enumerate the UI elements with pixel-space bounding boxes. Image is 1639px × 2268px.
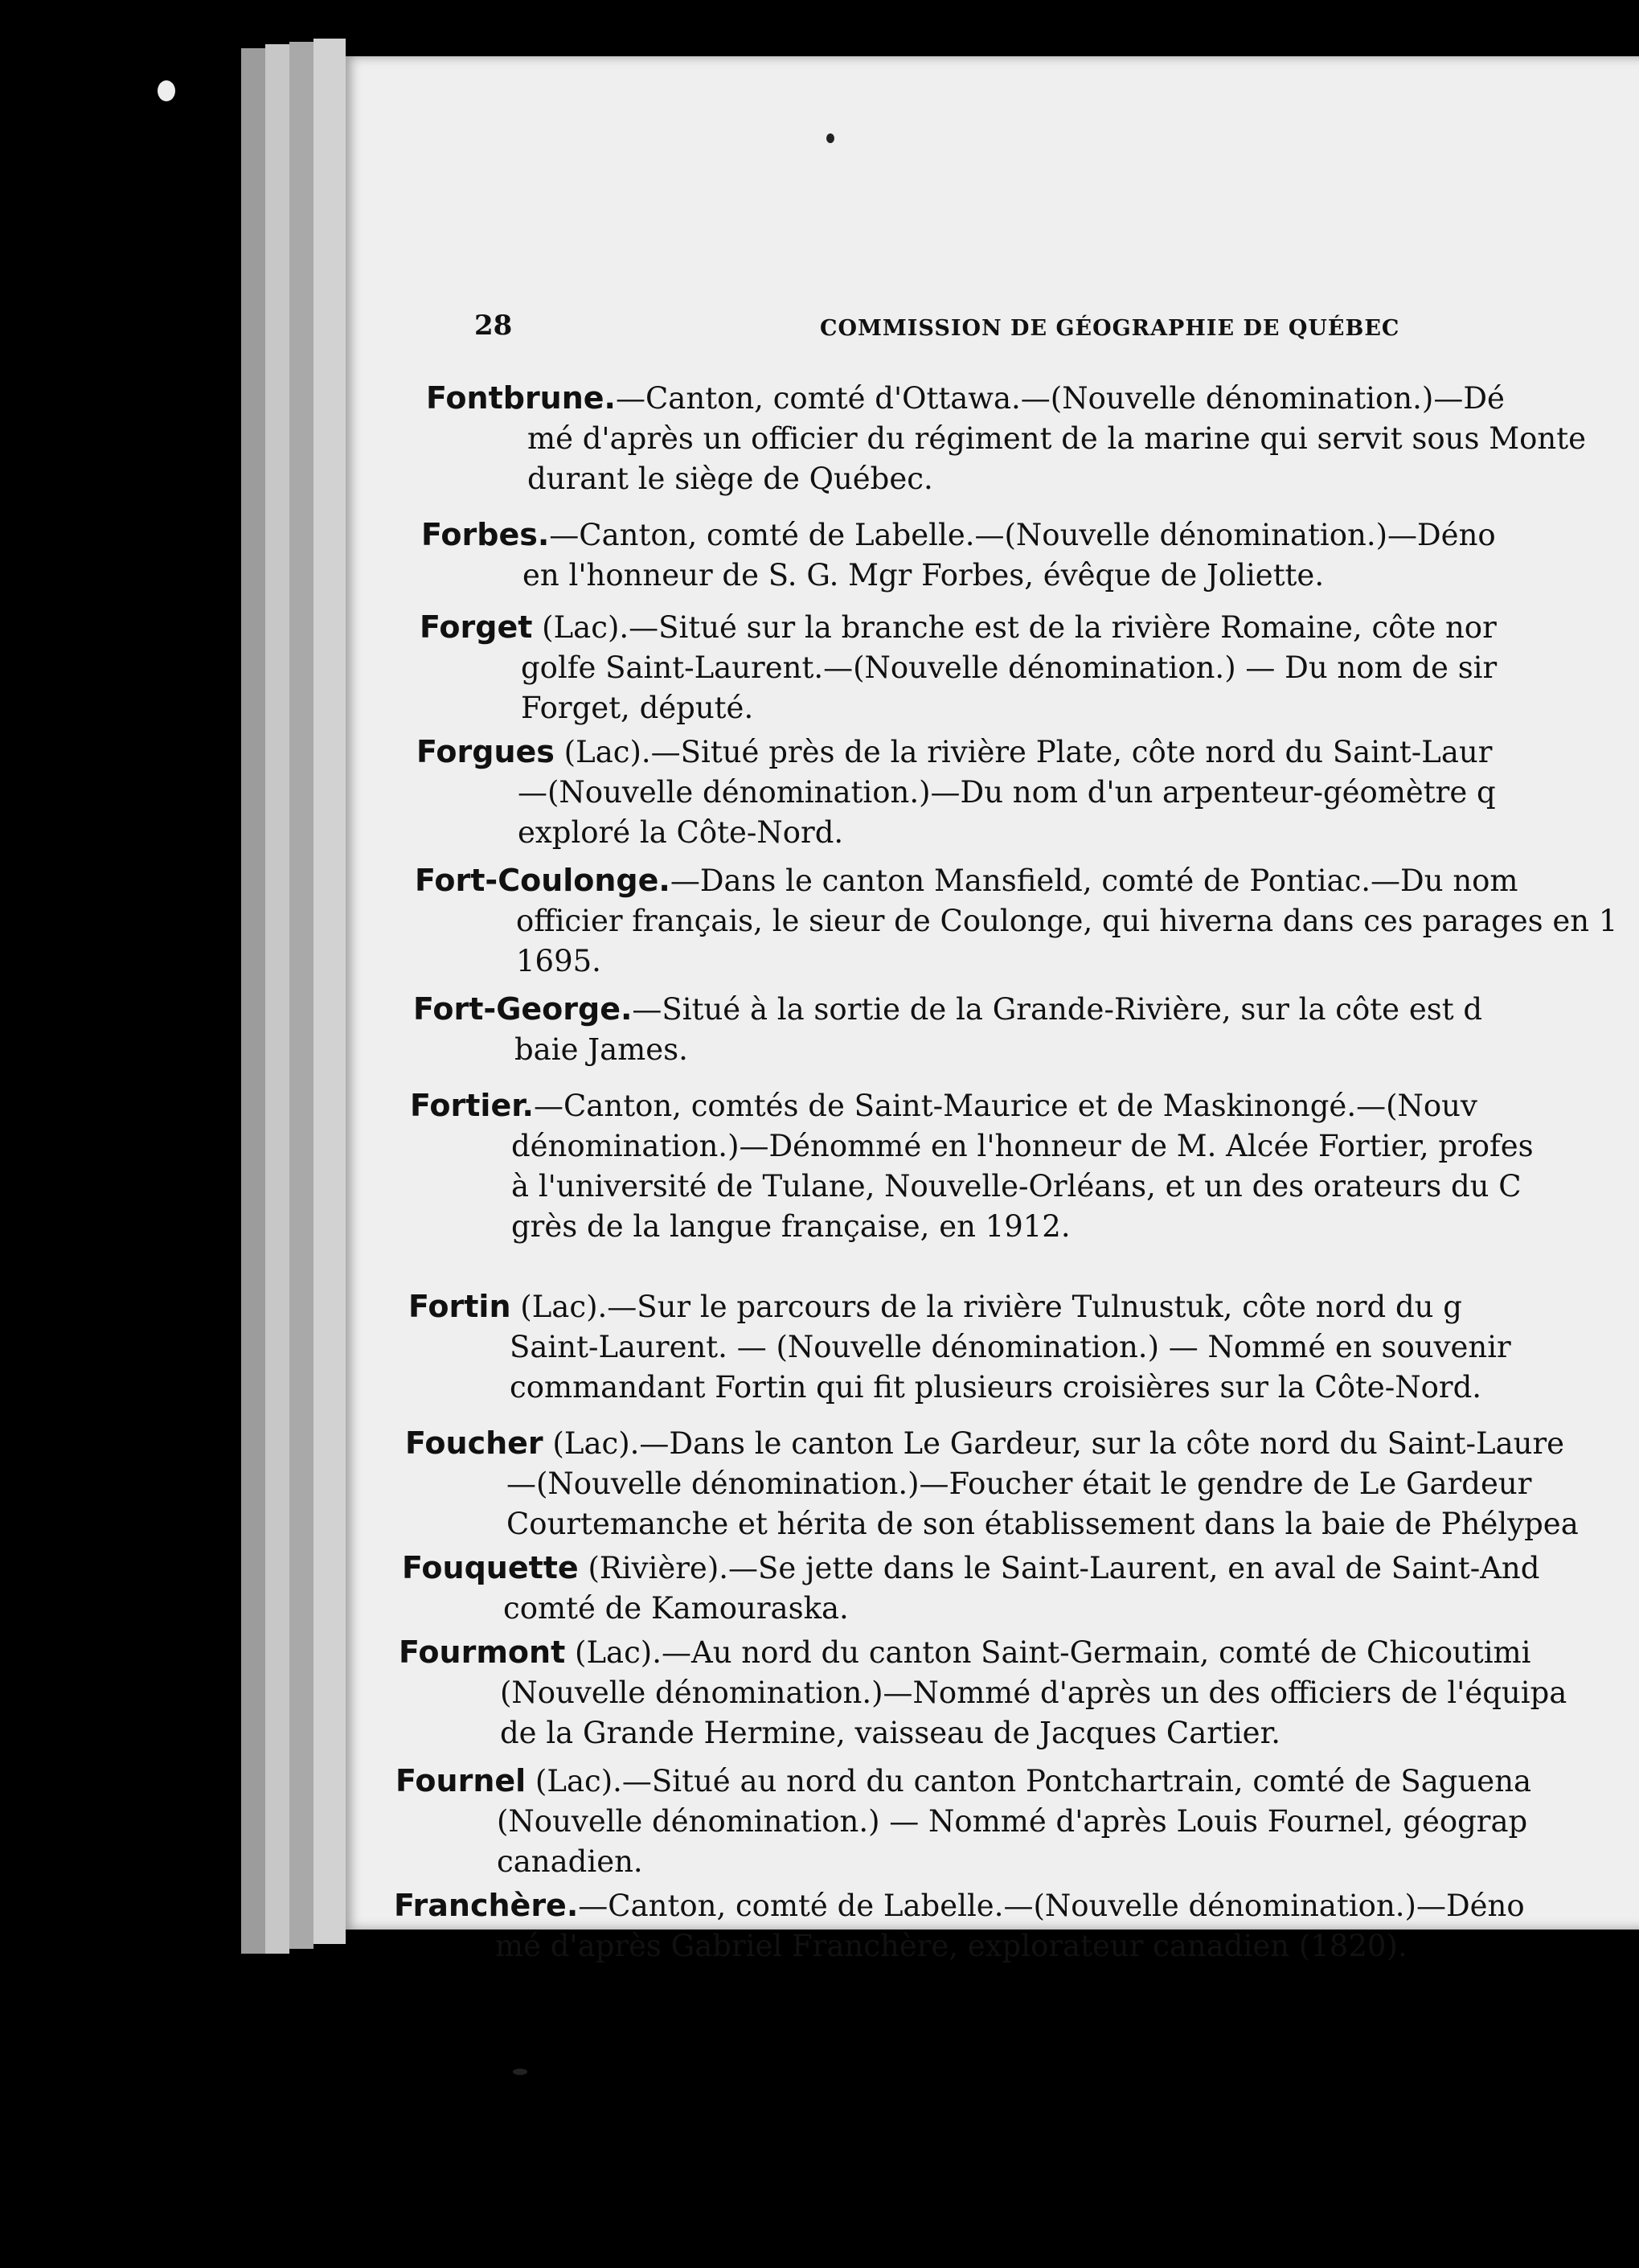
page-edge xyxy=(265,44,289,1954)
page-edge xyxy=(241,48,265,1954)
entry-text: (Lac).—Situé au nord du canton Pontchartrain, comté de Saguena xyxy=(526,1764,1532,1798)
entry-headword: Foucher xyxy=(405,1425,543,1461)
entry-headword: Fourmont xyxy=(399,1634,566,1670)
gazetteer-entry xyxy=(420,607,1639,728)
gazetteer-entry xyxy=(410,1085,1639,1247)
entry-first-line xyxy=(410,1085,1639,1126)
entry-first-line xyxy=(399,1632,1639,1673)
entry-headword: Franchère. xyxy=(394,1888,579,1923)
entry-continuation-line: exploré la Côte-Nord. xyxy=(518,815,844,850)
entry-continuation-line: Forget, député. xyxy=(521,691,754,725)
entry-continuation-line: —(Nouvelle dénomination.)—Foucher était le gendre de Le Gardeur xyxy=(506,1466,1532,1501)
entry-continuation-line: officier français, le sieur de Coulonge, qui hiverna dans ces parages en 1 xyxy=(516,904,1618,938)
entry-headword: Forget xyxy=(420,609,533,645)
entry-continuation-line: mé d'après un officier du régiment de la marine qui servit sous Monte xyxy=(527,421,1587,456)
entry-text: (Rivière).—Se jette dans le Saint-Laurent, en aval de Saint-And xyxy=(578,1551,1540,1585)
gazetteer-entry xyxy=(421,515,1639,596)
entry-first-line xyxy=(421,515,1639,556)
entry-text: —Situé à la sortie de la Grande-Rivière, sur la côte est d xyxy=(632,992,1483,1027)
entry-continuation-line: en l'honneur de S. G. Mgr Forbes, évêque de Joliette. xyxy=(522,558,1325,593)
gazetteer-entry xyxy=(415,860,1639,982)
entry-headword: Fouquette xyxy=(402,1550,579,1585)
page-edge xyxy=(289,42,313,1949)
entry-first-line xyxy=(395,1761,1639,1802)
entry-headword: Fortin xyxy=(408,1289,511,1324)
entry-headword: Forgues xyxy=(416,734,555,769)
page-edge xyxy=(313,39,346,1944)
scan-speck xyxy=(826,133,834,143)
entry-text: (Lac).—Dans le canton Le Gardeur, sur la côte nord du Saint-Laure xyxy=(543,1426,1565,1461)
entry-first-line xyxy=(408,1286,1639,1327)
entry-text: (Lac).—Sur le parcours de la rivière Tulnustuk, côte nord du g xyxy=(510,1290,1462,1324)
gazetteer-entry xyxy=(416,732,1639,853)
entry-continuation-line: —(Nouvelle dénomination.)—Du nom d'un arpenteur-géomètre q xyxy=(518,775,1496,810)
page-number: 28 xyxy=(474,310,513,342)
entry-first-line xyxy=(415,860,1639,901)
entry-continuation-line: Saint-Laurent. — (Nouvelle dénomination.) — Nommé en souvenir xyxy=(510,1330,1511,1364)
entry-continuation-line: à l'université de Tulane, Nouvelle-Orléans, et un des orateurs du C xyxy=(511,1169,1522,1204)
entry-text: (Lac).—Situé sur la branche est de la rivière Romaine, côte nor xyxy=(532,610,1497,645)
entry-first-line xyxy=(405,1423,1639,1464)
entry-first-line xyxy=(402,1548,1639,1589)
entry-text: (Lac).—Au nord du canton Saint-Germain, comté de Chicoutimi xyxy=(565,1635,1531,1670)
entry-continuation-line: grès de la langue française, en 1912. xyxy=(511,1209,1071,1244)
entry-text: —Canton, comtés de Saint-Maurice et de Maskinongé.—(Nouv xyxy=(534,1089,1477,1123)
entry-headword: Forbes. xyxy=(421,517,550,552)
scan-speck xyxy=(158,80,175,101)
entry-continuation-line: de la Grande Hermine, vaisseau de Jacques Cartier. xyxy=(500,1716,1280,1750)
entry-continuation-line: (Nouvelle dénomination.)—Nommé d'après un des officiers de l'équipa xyxy=(500,1675,1567,1710)
entry-headword: Fortier. xyxy=(410,1088,534,1123)
entry-continuation-line: commandant Fortin qui fit plusieurs croisières sur la Côte-Nord. xyxy=(510,1370,1482,1405)
entry-first-line xyxy=(416,732,1639,773)
gazetteer-entry xyxy=(426,378,1639,499)
entry-text: —Canton, comté de Labelle.—(Nouvelle dénomination.)—Déno xyxy=(549,518,1496,552)
gazetteer-entry xyxy=(395,1761,1639,1882)
gazetteer-entry xyxy=(408,1286,1639,1408)
entry-continuation-line: mé d'après Gabriel Franchère, explorateur canadien (1820). xyxy=(495,1929,1407,1963)
entry-continuation-line: durant le siège de Québec. xyxy=(527,461,933,496)
gazetteer-entry xyxy=(402,1548,1639,1629)
entry-text: —Canton, comté de Labelle.—(Nouvelle dénomination.)—Déno xyxy=(578,1889,1525,1923)
entry-headword: Fort-Coulonge. xyxy=(415,863,670,898)
entry-first-line xyxy=(426,378,1639,419)
entry-continuation-line: 1695. xyxy=(516,944,601,978)
gazetteer-entry xyxy=(413,989,1639,1070)
entry-continuation-line: canadien. xyxy=(497,1844,643,1879)
entry-continuation-line: comté de Kamouraska. xyxy=(503,1591,849,1626)
gazetteer-entry xyxy=(394,1885,1639,1967)
entry-first-line xyxy=(420,607,1639,648)
gazetteer-entry xyxy=(405,1423,1639,1544)
entry-continuation-line: Courtemanche et hérita de son établissement dans la baie de Phélypea xyxy=(506,1507,1579,1541)
entry-text: —Dans le canton Mansfield, comté de Pontiac.—Du nom xyxy=(670,863,1518,898)
entry-continuation-line: dénomination.)—Dénommé en l'honneur de M. Alcée Fortier, profes xyxy=(511,1129,1534,1163)
entry-continuation-line: baie James. xyxy=(514,1032,688,1067)
entry-continuation-line: golfe Saint-Laurent.—(Nouvelle dénomination.) — Du nom de sir xyxy=(521,650,1498,685)
entry-first-line xyxy=(413,989,1639,1030)
entry-headword: Fournel xyxy=(395,1763,527,1798)
entry-headword: Fort-George. xyxy=(413,991,633,1027)
entry-headword: Fontbrune. xyxy=(426,380,616,416)
entry-continuation-line: (Nouvelle dénomination.) — Nommé d'après Louis Fournel, géograp xyxy=(497,1804,1528,1839)
running-head: COMMISSION DE GÉOGRAPHIE DE QUÉBEC xyxy=(820,316,1400,341)
gazetteer-entry xyxy=(399,1632,1639,1753)
entry-text: (Lac).—Situé près de la rivière Plate, côte nord du Saint-Laur xyxy=(554,735,1493,769)
entry-first-line xyxy=(394,1885,1639,1926)
scan-speck xyxy=(513,2069,527,2075)
entry-text: —Canton, comté d'Ottawa.—(Nouvelle dénomination.)—Dé xyxy=(616,381,1505,416)
